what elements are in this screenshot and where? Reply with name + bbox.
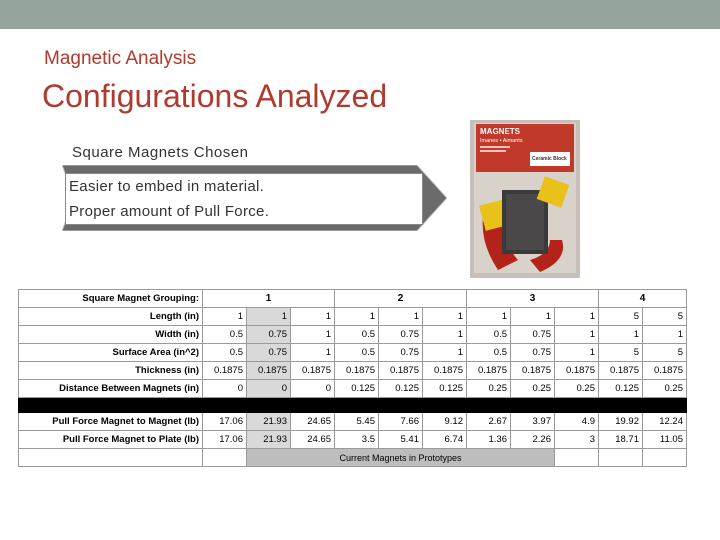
table-cell: 0.5 <box>203 326 247 344</box>
table-cell: 5 <box>643 308 687 326</box>
current-magnets-note: Current Magnets in Prototypes <box>247 449 555 467</box>
table-cell: 0.1875 <box>335 362 379 380</box>
table-cell: 1 <box>555 308 599 326</box>
table-cell: 0.75 <box>379 326 423 344</box>
table-cell: 17.06 <box>203 431 247 449</box>
table-row <box>19 344 687 362</box>
table-cell: 5.45 <box>335 413 379 431</box>
table-cell: 0.1875 <box>379 362 423 380</box>
bullet-box <box>65 173 423 225</box>
table-cell: 1 <box>511 308 555 326</box>
table-cell: 1 <box>203 308 247 326</box>
empty-cell <box>19 449 203 467</box>
table-cell: 7.66 <box>379 413 423 431</box>
table-cell: 0.25 <box>511 380 555 398</box>
table-cell: 24.65 <box>291 413 335 431</box>
table-cell: 17.06 <box>203 413 247 431</box>
group-header: 4 <box>599 290 687 308</box>
table-cell: 5 <box>643 344 687 362</box>
table-cell: 0.75 <box>247 326 291 344</box>
bullet-item: Easier to embed in material. <box>69 178 265 195</box>
table-cell: 1.36 <box>467 431 511 449</box>
group-header: 2 <box>335 290 467 308</box>
table-cell: 12.24 <box>643 413 687 431</box>
table-cell: 0.1875 <box>511 362 555 380</box>
table-cell: 1 <box>335 308 379 326</box>
top-bar <box>0 0 720 29</box>
table-cell: 19.92 <box>599 413 643 431</box>
separator-cell <box>247 398 291 413</box>
table-cell: 3 <box>555 431 599 449</box>
table-cell: 0 <box>247 380 291 398</box>
separator-cell <box>599 398 643 413</box>
table-cell: 1 <box>423 308 467 326</box>
row-label: Distance Between Magnets (in) <box>19 380 203 398</box>
bullet-heading: Square Magnets Chosen <box>72 144 249 161</box>
separator-cell <box>203 398 247 413</box>
table-cell: 0.5 <box>335 344 379 362</box>
empty-cell <box>643 449 687 467</box>
table-cell: 1 <box>643 326 687 344</box>
table-cell: 24.65 <box>291 431 335 449</box>
table-cell: 0.1875 <box>203 362 247 380</box>
group-header: 1 <box>203 290 335 308</box>
table-cell: 2.26 <box>511 431 555 449</box>
table-cell: 0.25 <box>643 380 687 398</box>
table-cell: 1 <box>555 344 599 362</box>
table-cell: 0.5 <box>203 344 247 362</box>
row-label: Thickness (in) <box>19 362 203 380</box>
empty-cell <box>203 449 247 467</box>
grouping-label: Square Magnet Grouping: <box>19 290 203 308</box>
table-cell: 21.93 <box>247 413 291 431</box>
table-cell: 0.125 <box>335 380 379 398</box>
table-cell: 0.1875 <box>555 362 599 380</box>
table-row <box>19 380 687 398</box>
table-cell: 0.5 <box>467 326 511 344</box>
table-cell: 0.125 <box>379 380 423 398</box>
table-cell: 1 <box>247 308 291 326</box>
table-cell: 4.9 <box>555 413 599 431</box>
table-cell: 1 <box>423 326 467 344</box>
table-cell: 0.25 <box>467 380 511 398</box>
table-cell: 0.1875 <box>291 362 335 380</box>
table-cell: 0 <box>203 380 247 398</box>
bullet-item: Proper amount of Pull Force. <box>69 203 270 220</box>
table-cell: 0.5 <box>467 344 511 362</box>
empty-cell <box>555 449 599 467</box>
table-cell: 0.75 <box>511 344 555 362</box>
table-cell: 3.97 <box>511 413 555 431</box>
row-label: Width (in) <box>19 326 203 344</box>
table-cell: 3.5 <box>335 431 379 449</box>
table-cell: 0.125 <box>423 380 467 398</box>
slide-title: Configurations Analyzed <box>42 78 388 114</box>
package-brand: MAGNETS <box>480 127 520 136</box>
table-row <box>19 362 687 380</box>
table-cell: 1 <box>555 326 599 344</box>
row-label: Pull Force Magnet to Magnet (lb) <box>19 413 203 431</box>
row-label: Pull Force Magnet to Plate (lb) <box>19 431 203 449</box>
table-cell: 9.12 <box>423 413 467 431</box>
magnet-package-image <box>470 120 580 278</box>
table-row <box>19 326 687 344</box>
table-cell: 1 <box>291 344 335 362</box>
table-cell: 1 <box>467 308 511 326</box>
separator-cell <box>379 398 423 413</box>
table-cell: 0.1875 <box>423 362 467 380</box>
table-cell: 2.67 <box>467 413 511 431</box>
footnote-row <box>19 449 687 467</box>
slide-subtitle: Magnetic Analysis <box>44 48 197 69</box>
separator-row <box>19 398 687 413</box>
table-cell: 5.41 <box>379 431 423 449</box>
separator-cell <box>423 398 467 413</box>
empty-cell <box>599 449 643 467</box>
table-cell: 0.25 <box>555 380 599 398</box>
magnet-configuration-table <box>18 289 687 467</box>
table-cell: 0.75 <box>247 344 291 362</box>
table-cell: 1 <box>291 326 335 344</box>
separator-cell <box>467 398 511 413</box>
table-row <box>19 308 687 326</box>
table-cell: 0.5 <box>335 326 379 344</box>
table-cell: 1 <box>423 344 467 362</box>
separator-cell <box>291 398 335 413</box>
table-row <box>19 413 687 431</box>
table-row <box>19 431 687 449</box>
table-cell: 0.75 <box>379 344 423 362</box>
separator-cell <box>555 398 599 413</box>
table-cell: 5 <box>599 308 643 326</box>
table-cell: 0.125 <box>599 380 643 398</box>
table-cell: 11.05 <box>643 431 687 449</box>
table-cell: 6.74 <box>423 431 467 449</box>
group-header: 3 <box>467 290 599 308</box>
table-cell: 0.1875 <box>467 362 511 380</box>
table-cell: 0.75 <box>511 326 555 344</box>
table-header-row <box>19 290 687 308</box>
table-cell: 18.71 <box>599 431 643 449</box>
table-cell: 1 <box>599 326 643 344</box>
table-cell: 21.93 <box>247 431 291 449</box>
table-cell: 5 <box>599 344 643 362</box>
package-product-name: Ceramic Block <box>532 156 567 162</box>
table-body <box>19 290 687 467</box>
table-cell: 0.1875 <box>643 362 687 380</box>
table-cell: 0.1875 <box>247 362 291 380</box>
package-brand-sub: Imanes • Aimants <box>480 138 523 144</box>
separator-cell <box>335 398 379 413</box>
separator-cell <box>511 398 555 413</box>
table-cell: 1 <box>291 308 335 326</box>
table-cell: 1 <box>379 308 423 326</box>
table-cell: 0 <box>291 380 335 398</box>
row-label: Length (in) <box>19 308 203 326</box>
separator-cell <box>19 398 203 413</box>
separator-cell <box>643 398 687 413</box>
row-label: Surface Area (in^2) <box>19 344 203 362</box>
table-cell: 0.1875 <box>599 362 643 380</box>
